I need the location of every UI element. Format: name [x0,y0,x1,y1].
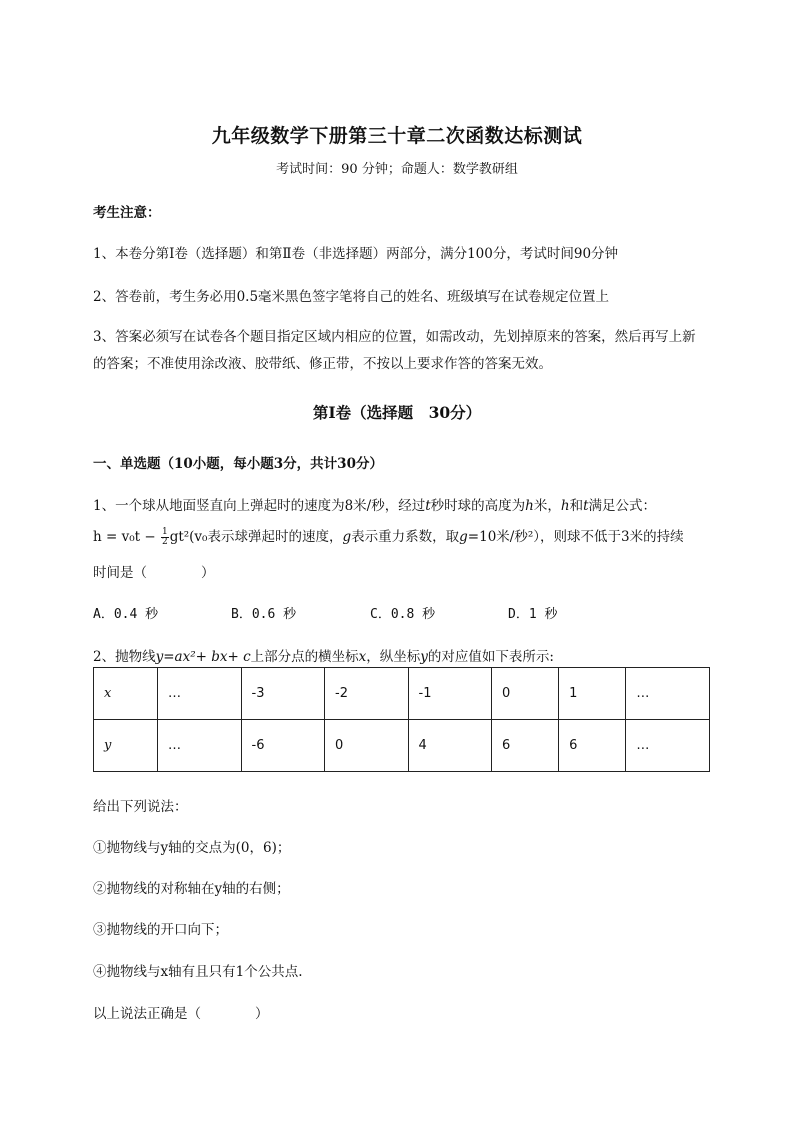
q1-text: 和 [569,498,584,514]
table-cell: 6 [559,720,626,772]
fraction-one-half [161,528,169,547]
value-table [93,667,710,772]
q1-text: 米， [533,498,561,514]
table-row-y [94,720,710,772]
statement-3: ③抛物线的开口向下； [93,922,228,938]
notice-item-2: 2、答卷前，考生务必用0.5毫米黑色签字笔将自己的姓名、班级填写在试卷规定位置上 [93,289,610,305]
table-cell: -1 [408,668,491,720]
table-cell: -3 [241,668,324,720]
q1-text: 秒时球的高度为 [430,498,526,514]
table-cell: -2 [325,668,408,720]
table-cell: y [94,720,158,772]
table-cell: … [157,668,241,720]
table-cell: … [626,668,710,720]
part1-title: 第Ⅰ卷（选择题 30分） [312,403,482,422]
table-cell: 1 [559,668,626,720]
table-cell: … [626,720,710,772]
q2-text: 上部分点的横坐标 [250,649,359,665]
table-cell: x [94,668,158,720]
statement-2: ②抛物线的对称轴在y轴的右侧； [93,881,290,897]
var-h: h [525,498,534,514]
notice-heading: 考生注意： [93,205,161,221]
var-g: g [459,529,468,545]
table-cell: 0 [492,668,559,720]
q2-intro [93,645,554,665]
statement-1: ①抛物线与y轴的交点为(0，6)； [93,840,291,856]
formula-start: h = v₀t − [93,529,156,545]
exam-subtitle: 考试时间：90 分钟；命题人：数学教研组 [276,162,518,177]
var-t: t [583,498,589,514]
q1-text: 1、一个球从地面竖直向上弹起时的速度为8米/秒，经过 [93,498,426,514]
var-x: x [358,649,367,665]
table-cell: … [157,720,241,772]
given-statements-label: 给出下列说法： [93,799,188,815]
q2-text: 的对应值如下表所示: [427,649,554,665]
parabola-expression: y=ax²+ bx+ c [155,649,251,665]
page-title: 九年级数学下册第三十章二次函数达标测试 [211,125,583,147]
q2-question: 以上说法正确是（ ） [93,1006,269,1022]
fraction-denominator: 2 [161,537,168,547]
var-t: t [425,498,431,514]
q1-formula-line [93,525,684,547]
q1-line1 [93,494,656,514]
q1-text: 满足公式： [588,498,657,514]
fraction-numerator: 1 [161,527,168,537]
formula-text: 表示重力系数，取 [351,529,460,545]
var-h: h [560,498,570,514]
formula-text: =10米/秒²），则球不低于3米的持续 [467,529,684,545]
section-heading: 一、单选题（10小题，每小题3分，共计30分） [93,456,383,472]
table-cell: -6 [241,720,324,772]
var-g: g [342,529,352,545]
statement-4: ④抛物线与x轴有且只有1个公共点. [93,964,303,980]
q2-text: ，纵坐标 [366,649,421,665]
table-cell: 6 [492,720,559,772]
q2-text: 2、抛物线 [93,649,156,665]
notice-item-3: 3、答案必须写在试卷各个题目指定区域内相应的位置，如需改动，先划掉原来的答案，然后再写上新 [93,329,696,345]
table-row-x [94,668,710,720]
table-cell: 0 [325,720,408,772]
table-cell: 4 [408,720,491,772]
var-y: y [420,649,428,665]
notice-item-1: 1、本卷分第Ⅰ卷（选择题）和第Ⅱ卷（非选择题）两部分，满分100分，考试时间90分钟 [93,246,619,262]
formula-text: gt²(v₀表示球弹起时的速度， [169,529,343,545]
option-a[interactable]: A．0.4 秒 [93,607,159,622]
notice-item-3-cont: 的答案；不准使用涂改液、胶带纸、修正带，不按以上要求作答的答案无效。 [93,356,552,372]
option-c[interactable]: C．0.8 秒 [370,607,436,622]
option-b[interactable]: B．0.6 秒 [231,607,297,622]
q1-line3: 时间是（ ） [93,565,215,581]
option-d[interactable]: D．1 秒 [508,607,558,622]
